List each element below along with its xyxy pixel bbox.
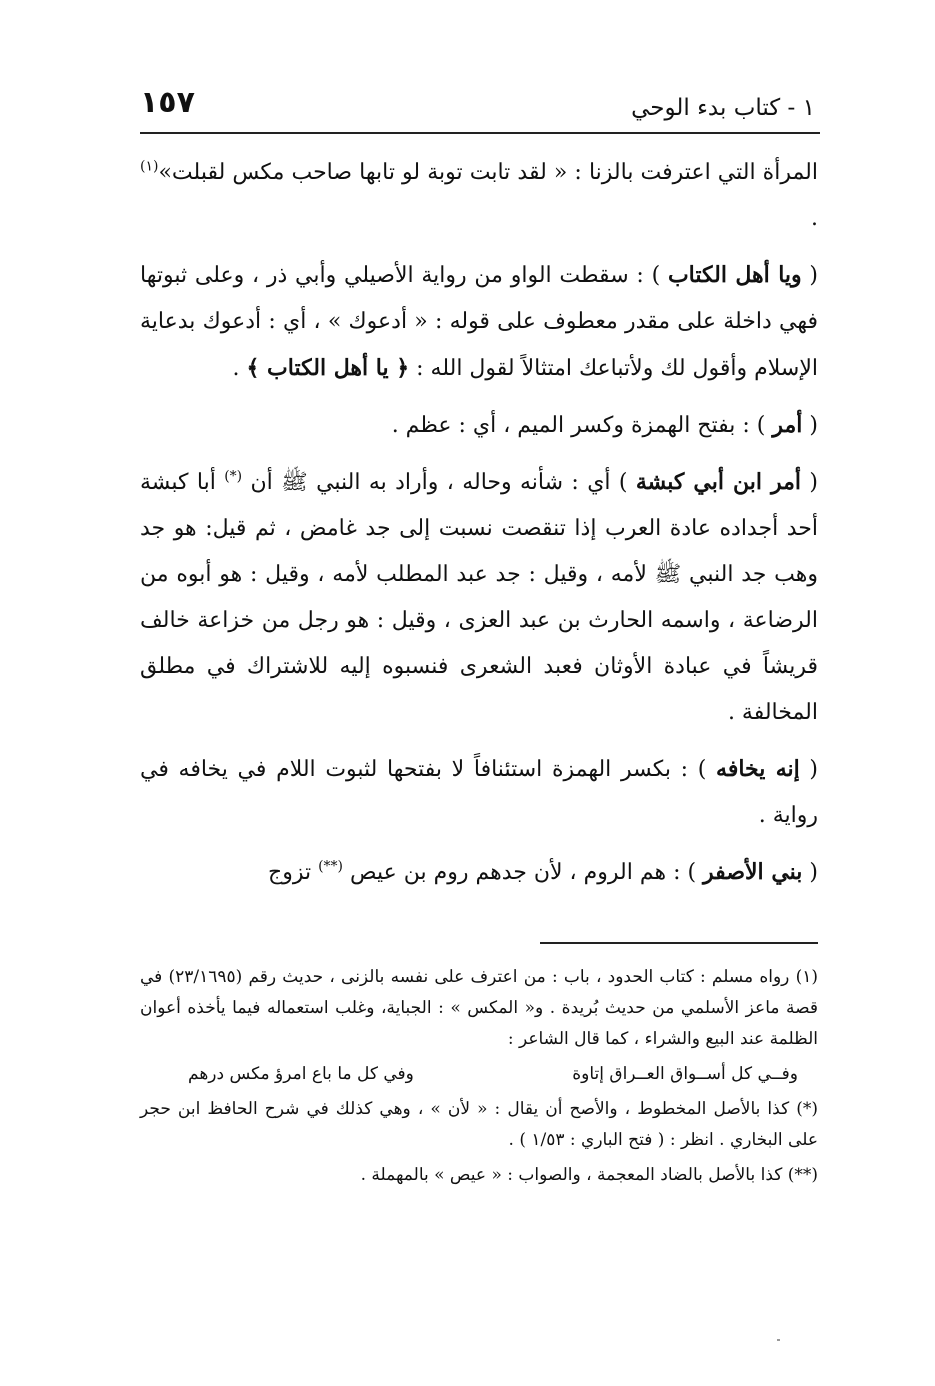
page-number: ١٥٧ (140, 85, 195, 120)
paragraph-4 (140, 459, 818, 736)
footnote-ref: (**) (318, 858, 344, 875)
keyword: ويا أهل الكتاب (667, 262, 802, 288)
chapter-title: ١ - كتاب بدء الوحي (631, 95, 815, 121)
keyword: أمر (772, 412, 803, 438)
bracket-open: ( (802, 860, 818, 885)
verse-first-hemistich: وفــي كل أســواق العــراق إتاوة (572, 1064, 798, 1084)
keyword: أمر ابن أبي كبشة (635, 469, 802, 495)
paragraph-tail: . (232, 356, 247, 381)
paragraph-text: المرأة التي اعترفت بالزنا : « لقد تابت توبة لو تابها صاحب مكس لقبلت» (158, 160, 818, 185)
paragraph-1 (140, 150, 818, 242)
paragraph-tail: . (811, 206, 818, 231)
paragraph-text: : بفتح الهمزة وكسر الميم ، أي : عظم . (391, 413, 757, 438)
paragraph-text: : هم الروم ، لأن جدهم روم بن عيص (343, 860, 688, 885)
paragraph-text: : بكسر الهمزة استئنافاً لا بفتحها لثبوت اللام في يخافه في رواية . (140, 757, 818, 828)
quran-quote: ﴿ يا أهل الكتاب ﴾ (246, 355, 410, 381)
footnote-star: (*) كذا بالأصل المخطوط ، والأصح أن يقال : « لأن » ، وهي كذلك في شرح الحافظ ابن حجر على البخاري . انظر : ( فتح الباري : ١/٥٣ ) . (140, 1099, 818, 1150)
header-rule (140, 132, 820, 134)
bracket-close: ) (618, 470, 636, 495)
footnote-ref: (١) (140, 158, 159, 175)
footnote-double-star: (**) كذا بالأصل بالضاد المعجمة ، والصواب : « عيص » بالمهملة . (360, 1165, 818, 1185)
poetry-verse (140, 1059, 818, 1090)
footnote-rule (540, 942, 818, 944)
bracket-close: ) (651, 263, 668, 288)
bracket-open: ( (802, 413, 818, 438)
keyword: إنه يخافه (716, 756, 800, 782)
bracket-open: ( (801, 470, 818, 495)
paragraph-2 (140, 252, 818, 392)
paragraph-text: أي : شأنه وحاله ، وأراد به النبي ﷺ أن (242, 470, 619, 495)
bracket-open: ( (801, 263, 819, 288)
bracket-open: ( (799, 757, 819, 782)
scan-speck (777, 1339, 780, 1341)
paragraph-6 (140, 849, 818, 896)
verse-second-hemistich: وفي كل ما باع امرؤ مكس درهم (188, 1064, 414, 1084)
paragraph-5 (140, 746, 818, 839)
footnotes (140, 962, 818, 1195)
paragraph-tail: تزوج (268, 860, 319, 885)
bracket-close: ) (697, 757, 717, 782)
paragraph-text: : سقطت الواو من رواية الأصيلي وأبي ذر ، وعلى ثبوتها فهي داخلة على مقدر معطوف على قوله : « أدعوك » ، أي : أدعوك بدعاية الإسلام وأقول لك ولأتباعك امتثالاً لقول الله : (140, 263, 818, 381)
paragraph-tail: أبا كبشة أحد أجداده عادة العرب إذا تنقصت نسبت إلى جد غامض ، ثم قيل: هو جد وهب جد النبي ﷺ لأمه ، وقيل : جد عبد المطلب لأمه ، وقيل : هو أبوه من الرضاعة ، واسمه الحارث بن عبد العزى ، وقيل : هو رجل من خزاعة خالف قريشاً في عبادة الأوثان فعبد الشعرى فنسبوه إليه للاشتراك في مطلق المخالفة . (140, 470, 818, 725)
footnote-1: (١) رواه مسلم : كتاب الحدود ، باب : من اعترف على نفسه بالزنى ، حديث رقم (٢٣/١٦٩٥) في قصة ماعز الأسلمي من حديث بُريدة . و« المكس » : الجباية، وغلب استعماله فيما يأخذه أعوان الظلمة عند البيع والشراء ، كما قال الشاعر : (140, 967, 818, 1049)
bracket-close: ) (687, 860, 704, 885)
footnote-ref: (*) (224, 468, 243, 485)
main-text (140, 150, 818, 906)
paragraph-3 (140, 402, 818, 449)
keyword: بني الأصفر (703, 859, 803, 885)
bracket-close: ) (756, 413, 773, 438)
